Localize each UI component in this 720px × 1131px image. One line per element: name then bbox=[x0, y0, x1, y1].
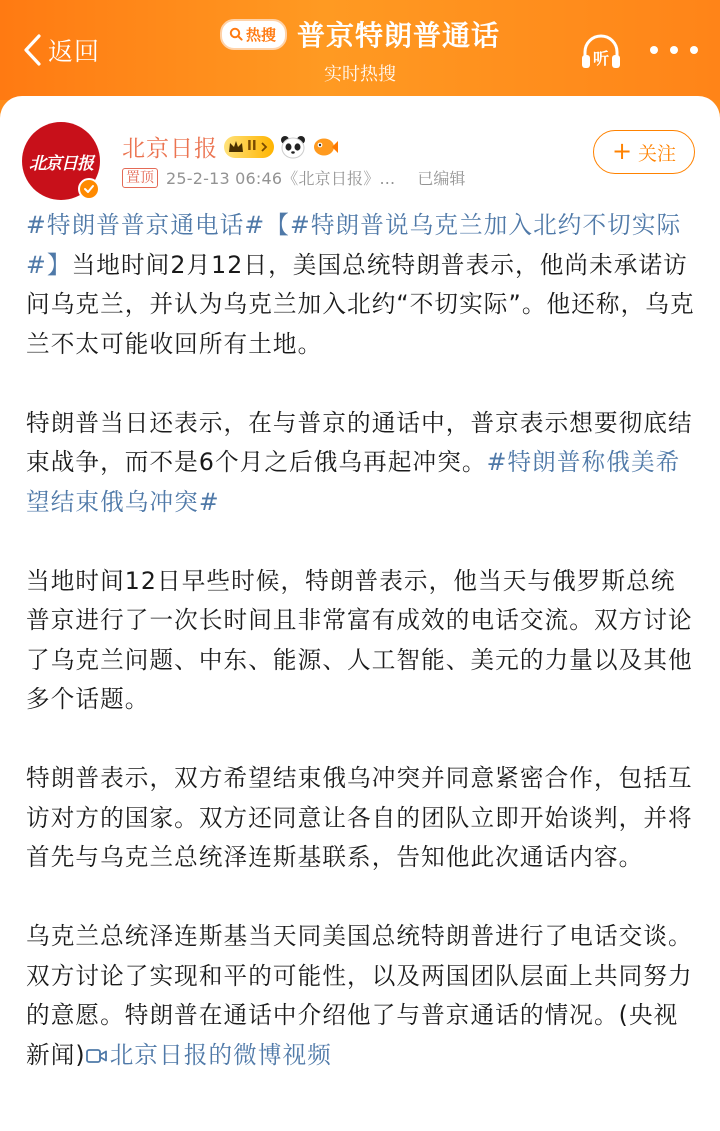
avatar-logo: 北京日报 bbox=[29, 153, 93, 174]
hot-badge-label: 热搜 bbox=[245, 25, 276, 44]
pinned-tag: 置顶 bbox=[122, 168, 158, 188]
video-link[interactable] bbox=[86, 1041, 332, 1069]
paragraph bbox=[26, 206, 696, 364]
hot-search-badge[interactable] bbox=[220, 19, 287, 50]
verified-icon bbox=[78, 178, 100, 200]
follow-button[interactable] bbox=[593, 130, 695, 174]
back-label: 返回 bbox=[48, 37, 101, 66]
vip-level: II bbox=[247, 139, 257, 154]
topic-tag[interactable]: 【#特朗普说乌克兰加入北约不切实际#】 bbox=[26, 211, 682, 279]
post-meta bbox=[122, 166, 465, 189]
dot-icon bbox=[650, 46, 658, 54]
dot-icon bbox=[690, 46, 698, 54]
edited-label[interactable]: 已编辑 bbox=[417, 169, 466, 188]
author-row bbox=[122, 130, 338, 163]
paragraph-text: 当地时间12日早些时候，特朗普表示，他当天与俄罗斯总统普京进行了一次长时间且非常富有成效的电话交流。双方讨论了乌克兰问题、中东、能源、人工智能、美元的力量以及其他多个话题。 bbox=[26, 566, 693, 713]
more-options-button[interactable] bbox=[650, 42, 698, 58]
post-card bbox=[0, 96, 720, 1131]
listen-button[interactable] bbox=[580, 32, 622, 72]
topic-tag[interactable]: #特朗普普京通电话# bbox=[26, 211, 266, 239]
chevron-right-icon bbox=[260, 141, 268, 153]
paragraph bbox=[26, 759, 696, 878]
vip-badge[interactable] bbox=[224, 136, 274, 158]
paragraph-text: 特朗普当日还表示，在与普京的通话中，普京表示想要彻底结束战争，而不是6个月之后俄乌再起冲突。 bbox=[26, 408, 693, 476]
dot-icon bbox=[670, 46, 678, 54]
page-title: 普京特朗普通话 bbox=[297, 19, 501, 52]
plus-icon: + bbox=[611, 137, 633, 165]
paragraph-text: 当地时间2月12日，美国总统特朗普表示，他尚未承诺访问乌克兰，并认为乌克兰加入北约“不切实际”。他还称，乌克兰不太可能收回所有土地。 bbox=[26, 250, 695, 358]
search-icon bbox=[229, 27, 243, 41]
paragraph-text: 乌克兰总统泽连斯基当天同美国总统特朗普进行了电话交谈。双方讨论了实现和平的可能性，以及两国团队层面上共同努力的意愿。特朗普在通话中介绍他了与普京通话的情况。(央视新闻) bbox=[26, 922, 693, 1069]
topic-tag[interactable]: #特朗普称俄美希望结束俄乌冲突# bbox=[26, 448, 681, 516]
follow-label: 关注 bbox=[638, 142, 677, 165]
fish-icon bbox=[312, 135, 338, 159]
post-body bbox=[26, 206, 696, 1075]
paragraph bbox=[26, 404, 696, 523]
paragraph-text: 特朗普表示，双方希望结束俄乌冲突并同意紧密合作，包括互访对方的国家。双方还同意让各自的团队立即开始谈判，并将首先与乌克兰总统泽连斯基联系，告知他此次通话内容。 bbox=[26, 764, 693, 871]
page-subtitle: 实时热搜 bbox=[324, 64, 396, 85]
panda-icon bbox=[280, 135, 306, 159]
author-name[interactable]: 北京日报 bbox=[122, 136, 218, 162]
headphones-icon bbox=[580, 32, 622, 72]
video-link-label: 北京日报的微博视频 bbox=[109, 1040, 332, 1069]
paragraph bbox=[26, 562, 696, 720]
listen-label: 听 bbox=[592, 49, 610, 68]
post-time-source[interactable]: 25-2-13 06:46《北京日报》... bbox=[166, 169, 396, 188]
video-icon bbox=[86, 1047, 108, 1065]
paragraph bbox=[26, 917, 696, 1075]
crown-icon bbox=[228, 140, 244, 154]
top-bar bbox=[0, 0, 720, 100]
